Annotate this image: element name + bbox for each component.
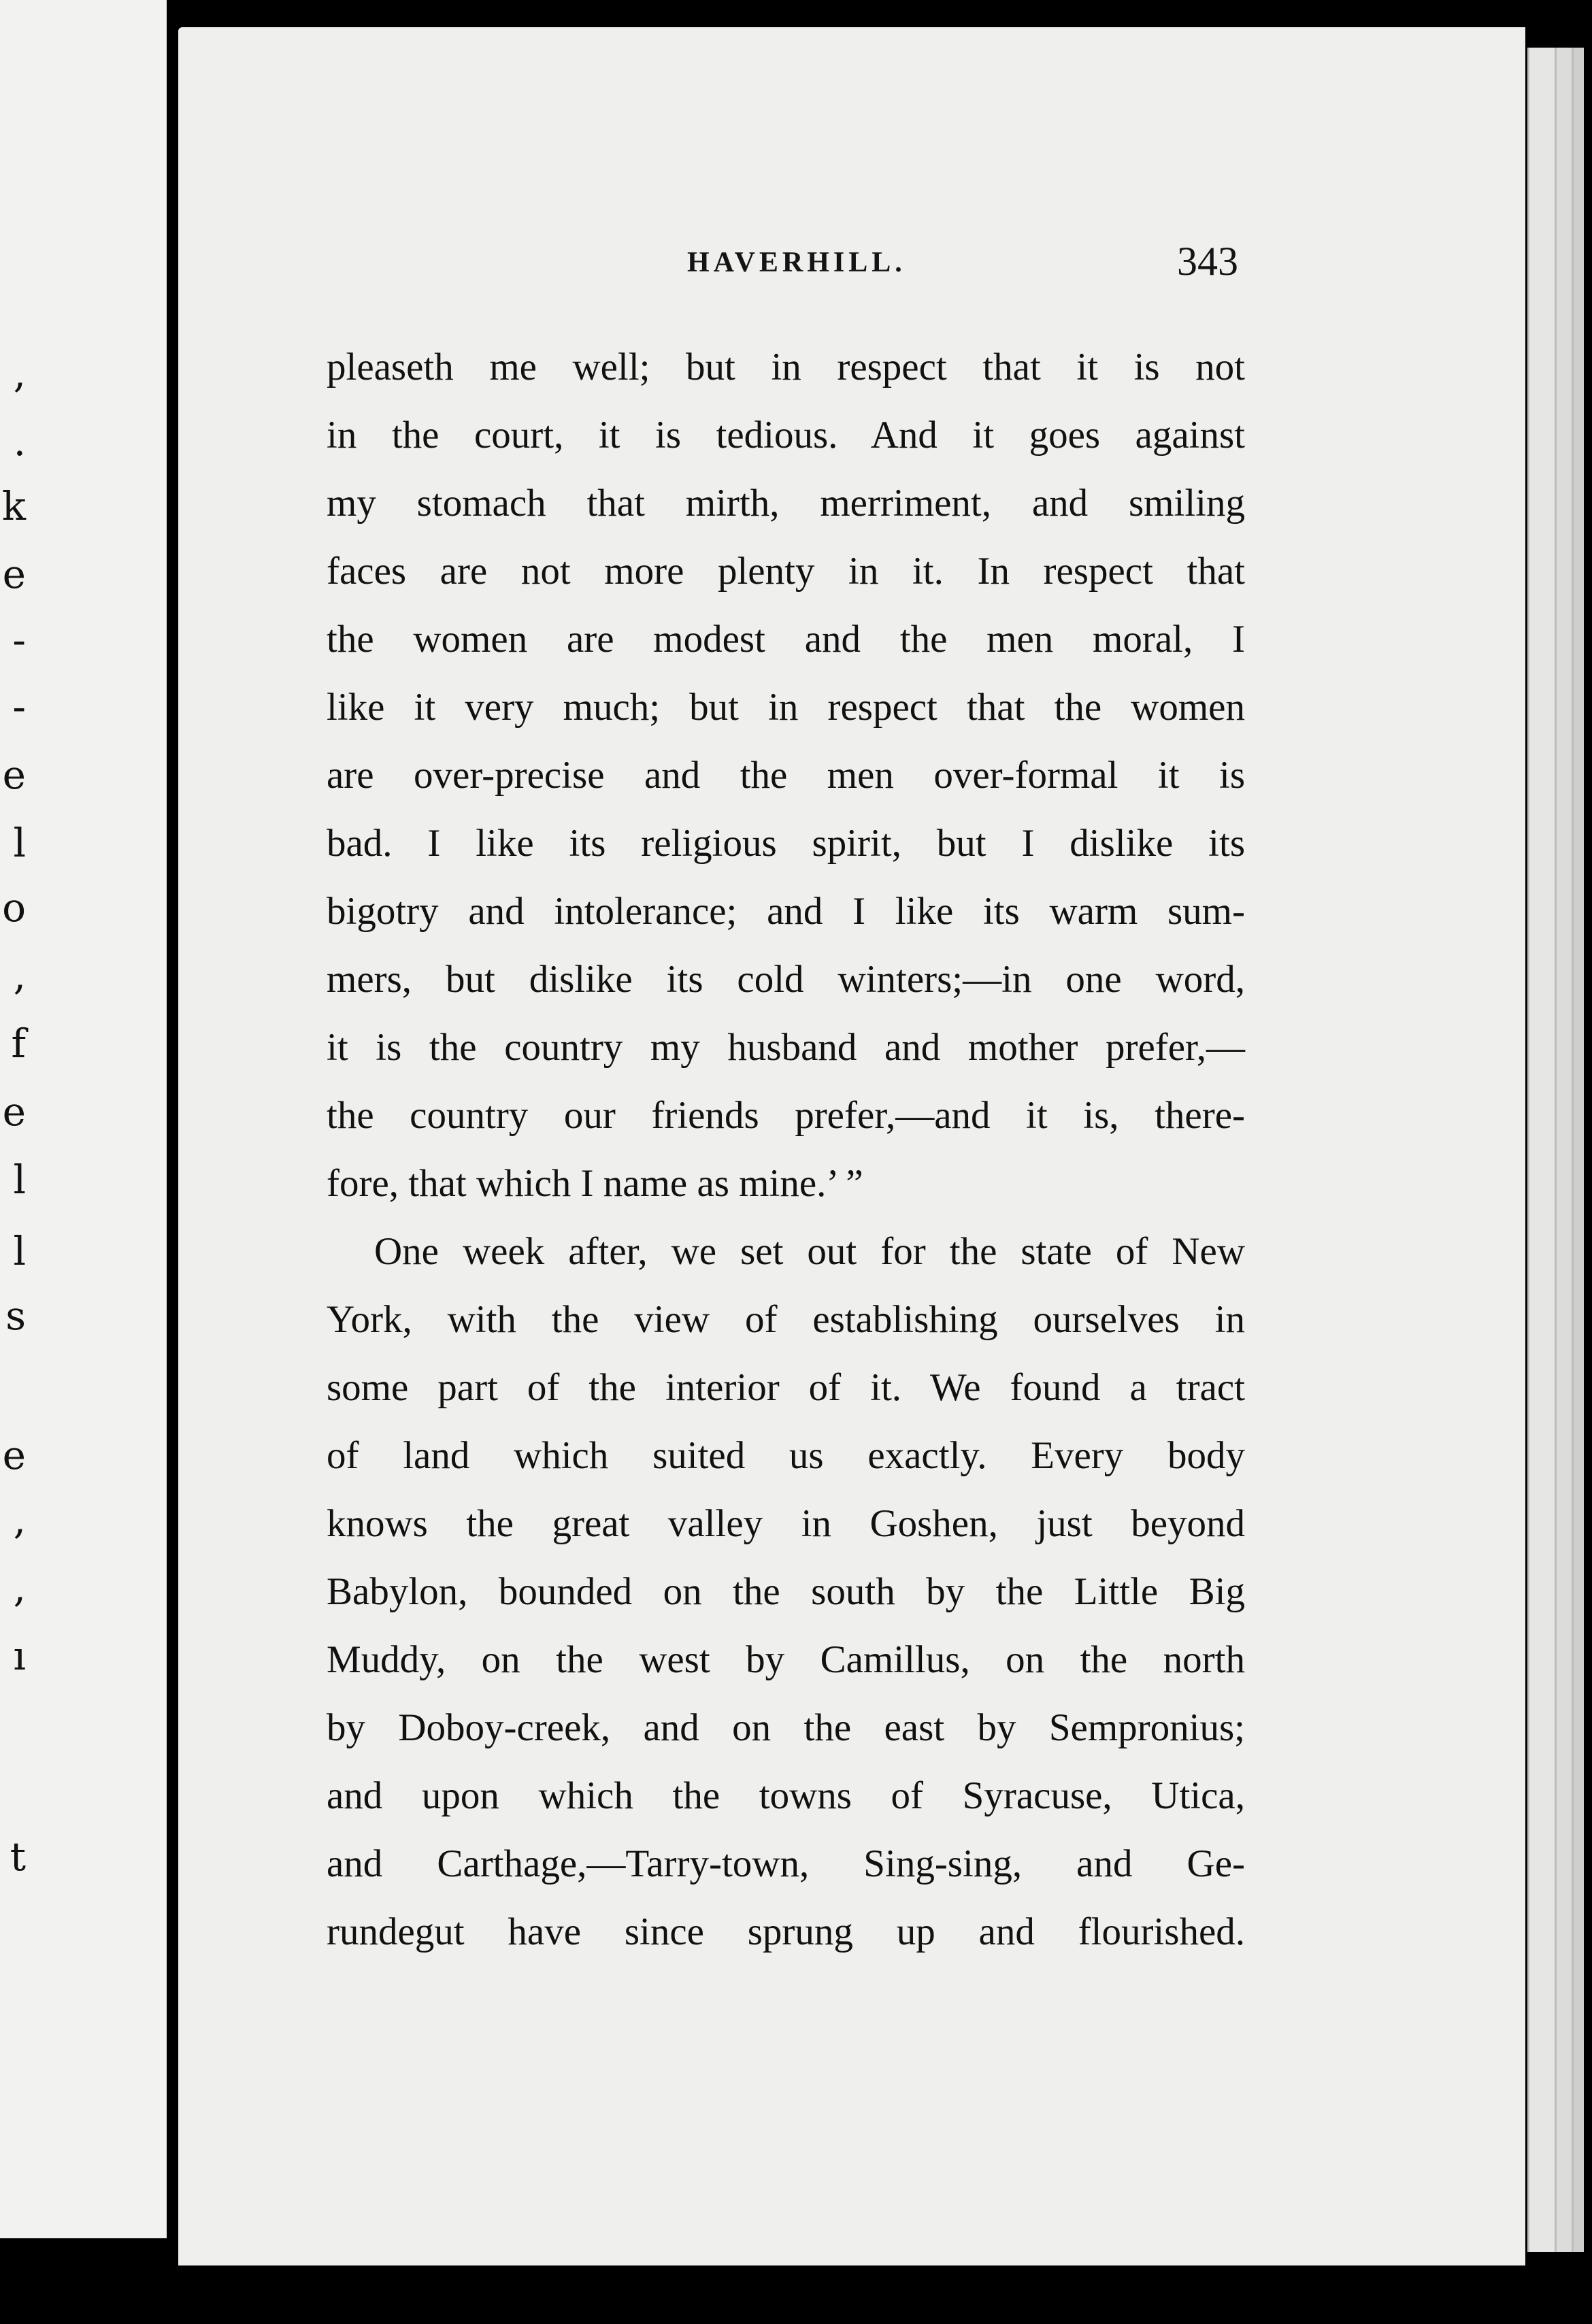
edge-char: s [5, 1293, 26, 1339]
edge-char: f [11, 1020, 26, 1067]
text-line: it is the country my husband and mother prefer,— [327, 1026, 1245, 1069]
edge-char: e [2, 752, 26, 798]
edge-char: l [13, 1157, 26, 1203]
edge-char: e [2, 551, 26, 597]
edge-char: e [2, 1432, 26, 1478]
facing-page-sliver [0, 0, 167, 2238]
edge-char: l [13, 820, 26, 866]
text-line: fore, that which I name as mine.’ ” [327, 1162, 863, 1205]
text-line: One week after, we set out for the state of New [374, 1230, 1245, 1273]
facing-page-edge-text [0, 0, 41, 2238]
edge-char: , [13, 1565, 26, 1611]
edge-char: l [13, 1228, 26, 1274]
page-stack-edge [1527, 48, 1557, 2252]
running-head: HAVERHILL. [687, 247, 906, 278]
paragraph [327, 1218, 1245, 1966]
edge-char: o [2, 884, 26, 931]
edge-char: , [13, 952, 26, 999]
text-line: and upon which the towns of Syracuse, Utica, [327, 1774, 1245, 1817]
text-line: some part of the interior of it. We found a tract [327, 1366, 1245, 1409]
text-line: of land which suited us exactly. Every body [327, 1434, 1245, 1477]
edge-char: - [12, 617, 26, 663]
text-line: Babylon, bounded on the south by the Little Big [327, 1570, 1245, 1613]
page-stack-edge [1555, 48, 1574, 2252]
edge-char: t [10, 1833, 26, 1880]
page-stack-edge [1572, 48, 1584, 2252]
text-line: rundegut have since sprung up and flourished. [327, 1910, 1245, 1953]
edge-char: k [1, 483, 26, 529]
edge-char: , [13, 350, 26, 397]
text-line: knows the great valley in Goshen, just beyond [327, 1502, 1245, 1545]
text-line: in the court, it is tedious. And it goes against [327, 414, 1245, 456]
text-line: mers, but dislike its cold winters;—in one word, [327, 958, 1245, 1001]
text-line: Muddy, on the west by Camillus, on the north [327, 1638, 1245, 1681]
text-line: are over-precise and the men over-formal it is [327, 754, 1245, 797]
page-body-text [327, 333, 1245, 1966]
paragraph [327, 333, 1245, 1218]
text-line: my stomach that mirth, merriment, and smiling [327, 482, 1245, 525]
edge-char: , [13, 1497, 26, 1543]
text-line: and Carthage,—Tarry-town, Sing-sing, and Ge- [327, 1842, 1245, 1885]
text-line: like it very much; but in respect that the women [327, 686, 1245, 729]
text-line: bigotry and intolerance; and I like its warm sum- [327, 890, 1245, 933]
edge-char: - [12, 684, 26, 730]
text-line: York, with the view of establishing ourselves in [327, 1298, 1245, 1341]
page-number: 343 [1177, 239, 1238, 284]
text-line: the women are modest and the men moral, I [327, 618, 1245, 661]
text-line: faces are not more plenty in it. In respect that [327, 550, 1245, 593]
edge-char: e [2, 1089, 26, 1135]
text-line: pleaseth me well; but in respect that it is not [327, 346, 1245, 388]
text-line: the country our friends prefer,—and it is, there- [327, 1094, 1245, 1137]
text-line: bad. I like its religious spirit, but I dislike its [327, 822, 1245, 865]
edge-char: ı [13, 1633, 26, 1679]
text-line: by Doboy-creek, and on the east by Sempronius; [327, 1706, 1245, 1749]
edge-char: . [13, 418, 26, 465]
